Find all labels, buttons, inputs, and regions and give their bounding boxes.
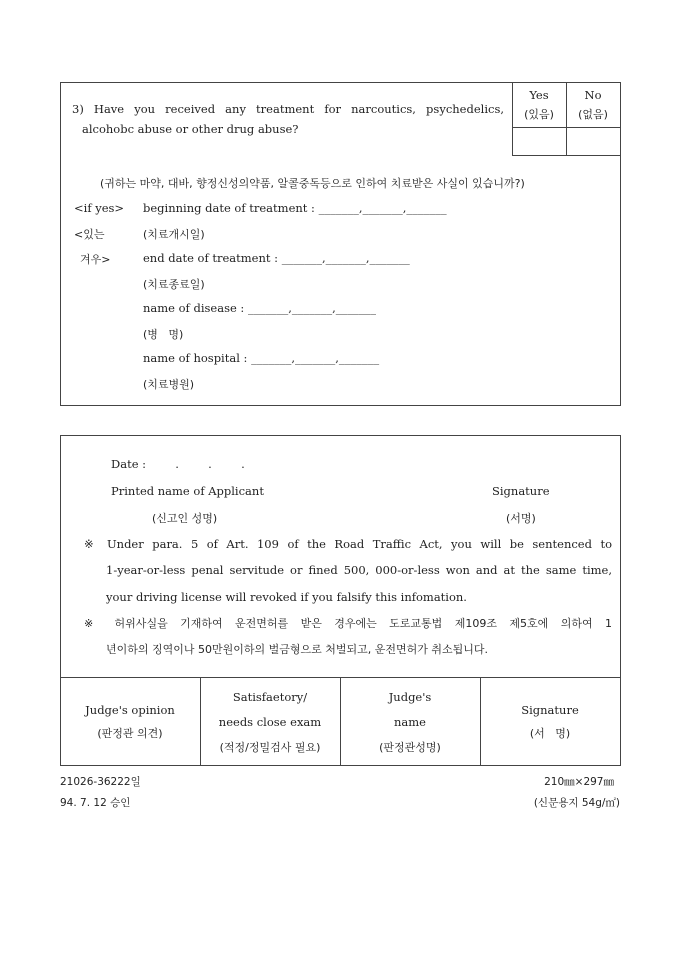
question-korean: (귀하는 마약, 대바, 향정신성의약품, 알콜중독등으로 인하여 치료받은 사실이 있습니까?) bbox=[100, 177, 525, 190]
no-checkbox[interactable] bbox=[567, 128, 620, 155]
printed-name-label: Printed name of Applicant bbox=[111, 484, 264, 498]
printed-name-label-ko: (신고인 성명) bbox=[152, 512, 218, 525]
end-date-label-ko: (치료종료일) bbox=[143, 278, 205, 291]
warning-english: ※ Under para. 5 of Art. 109 of the Road Traffic Act, you will be sentenced to bbox=[84, 537, 612, 551]
warning-english: 1-year-or-less penal servitude or fined 500, 000-or-less won and at the same time, bbox=[106, 563, 612, 577]
paper-type: (신문용지 54g/㎡) bbox=[533, 797, 620, 809]
hospital-name-field[interactable]: name of hospital : _______,_______,_______ bbox=[143, 351, 380, 365]
no-label: No bbox=[584, 88, 602, 102]
result-label-ko: (적정/정밀검사 필요) bbox=[219, 741, 321, 754]
if-yes-label: <if yes> bbox=[74, 201, 125, 215]
disease-name-field[interactable]: name of disease : _______,_______,_______ bbox=[143, 301, 377, 315]
beginning-date-label-ko: (치료개시일) bbox=[143, 228, 205, 241]
judge-opinion-label-ko: (판정관 의견) bbox=[97, 727, 163, 740]
if-yes-label-ko: <있는 bbox=[74, 228, 105, 241]
disease-label-ko: (병 명) bbox=[143, 328, 184, 341]
warning-korean: 년이하의 징역이나 50만원이하의 벌금형으로 처벌되고, 운전면허가 취소됩니다. bbox=[106, 643, 488, 656]
judge-signature-label: Signature bbox=[521, 703, 579, 717]
if-yes-label-ko: 겨우> bbox=[80, 253, 111, 266]
question-text: alcohobc abuse or other drug abuse? bbox=[82, 122, 299, 136]
signature-label-ko: (서명) bbox=[506, 512, 536, 525]
divider bbox=[480, 677, 481, 766]
yes-label-ko: (있음) bbox=[524, 108, 554, 121]
judge-name-label: name bbox=[394, 715, 426, 729]
yes-checkbox[interactable] bbox=[513, 128, 566, 155]
paper-size: 210㎜×297㎜ bbox=[544, 776, 614, 788]
yes-label: Yes bbox=[529, 88, 549, 102]
form-code: 21026-36222일 bbox=[60, 776, 141, 788]
divider bbox=[512, 155, 621, 156]
approval-date: 94. 7. 12 승인 bbox=[60, 797, 131, 809]
no-label-ko: (없음) bbox=[578, 108, 608, 121]
warning-korean: ※ 허위사실을 기재하여 운전면허를 받은 경우에는 도로교통법 제109조 제5호에 의하여 1 bbox=[84, 617, 612, 630]
end-date-field[interactable]: end date of treatment : _______,_______,_______ bbox=[143, 251, 410, 265]
warning-english: your driving license will revoked if you falsify this infomation. bbox=[106, 590, 467, 604]
judge-name-label: Judge's bbox=[388, 690, 432, 704]
judge-name-label-ko: (판정관성명) bbox=[379, 741, 441, 754]
beginning-date-field[interactable]: beginning date of treatment : _______,_______,_______ bbox=[143, 201, 447, 215]
judge-signature-label-ko: (서 명) bbox=[529, 727, 571, 740]
result-label: needs close exam bbox=[218, 715, 322, 729]
hospital-label-ko: (치료병원) bbox=[143, 378, 195, 391]
signature-label: Signature bbox=[492, 484, 550, 498]
question-text: 3) Have you received any treatment for narcoutics, psychedelics, bbox=[72, 102, 504, 116]
date-field[interactable]: Date : . . . bbox=[111, 457, 245, 471]
judge-opinion-label: Judge's opinion bbox=[85, 703, 175, 717]
result-label: Satisfaetory/ bbox=[232, 690, 308, 704]
